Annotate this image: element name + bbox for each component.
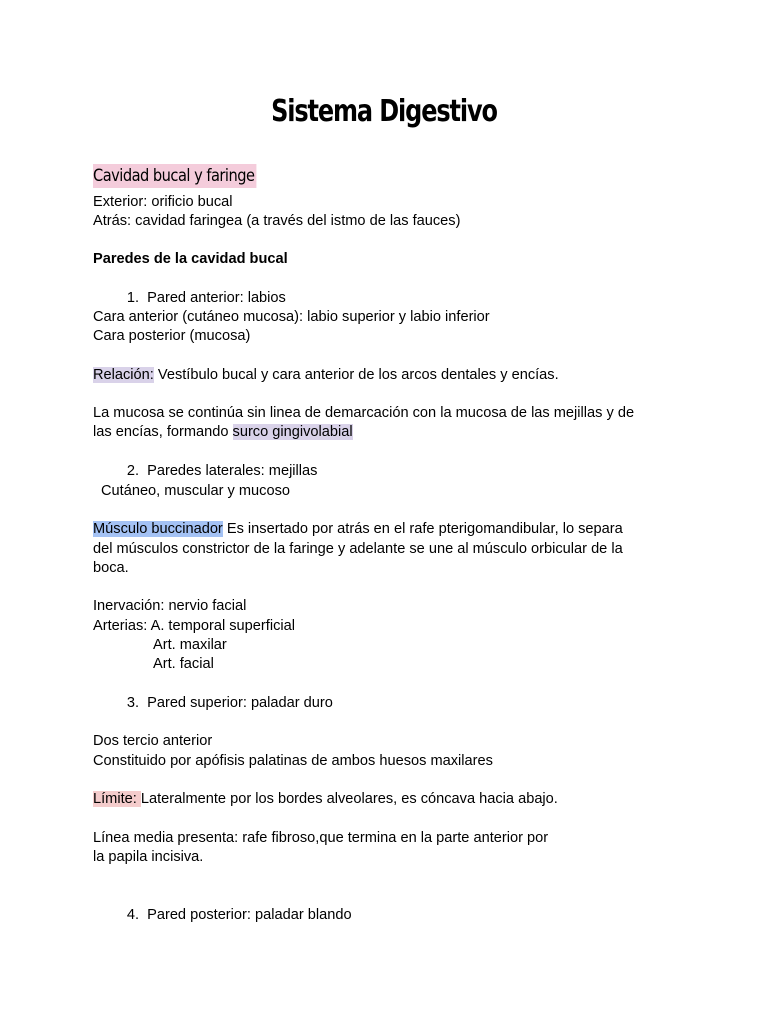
muscle-line [93,520,623,539]
list-text: Pared superior: paladar duro [147,695,333,711]
text-line: Cara posterior (mucosa) [93,328,251,344]
text-line: Cutáneo, muscular y mucoso [101,483,290,499]
highlight-term: surco gingivolabial [232,424,353,440]
text-line: Inervación: nervio facial [93,598,247,614]
text-line: la papila incisiva. [93,849,204,865]
text-line: La mucosa se continúa sin linea de demarcación con la mucosa de las mejillas y de [93,405,635,421]
limit-label: Límite: [93,791,141,807]
relation-line [93,366,559,385]
list-text: Pared posterior: paladar blando [147,907,352,923]
document-title: Sistema Digestivo [271,94,497,129]
text-line [93,423,353,442]
list-number: 4. [126,907,139,923]
list-item [93,694,333,713]
text-line: Cara anterior (cutáneo mucosa): labio superior y labio inferior [93,309,490,325]
text-line: Atrás: cavidad faringea (a través del istmo de las fauces) [93,213,461,229]
list-number: 1. [126,290,139,306]
text-line: Arterias: A. temporal superficial [93,618,295,634]
list-item [93,906,352,925]
text-line: Exterior: orificio bucal [93,194,233,210]
list-number: 3. [126,695,139,711]
subheading: Paredes de la cavidad bucal [93,251,288,267]
section-heading: Cavidad bucal y faringe [93,166,255,186]
list-item [93,289,286,308]
limit-line [93,790,558,809]
list-number: 2. [126,463,139,479]
relation-text: Vestíbulo bucal y cara anterior de los arcos dentales y encías. [153,367,559,383]
text-line: boca. [93,560,129,576]
text-line: Línea media presenta: rafe fibroso,que termina en la parte anterior por [93,830,549,846]
muscle-label: Músculo buccinador [93,521,223,537]
text-line: del músculos constrictor de la faringe y adelante se une al músculo orbicular de la [93,541,623,557]
text-line: Art. maxilar [153,637,227,653]
list-item [93,462,317,481]
text-line: Dos tercio anterior [93,733,213,749]
relation-label: Relación: [93,367,154,383]
text-line: Art. facial [153,656,214,672]
text-line: Constituido por apófisis palatinas de ambos huesos maxilares [93,753,493,769]
list-text: Pared anterior: labios [147,290,286,306]
limit-text: Lateralmente por los bordes alveolares, es cóncava hacia abajo. [140,791,558,807]
text-fragment: las encías, formando [93,424,233,440]
muscle-text: Es insertado por atrás en el rafe pterigomandibular, lo separa [222,521,623,537]
list-text: Paredes laterales: mejillas [147,463,318,479]
